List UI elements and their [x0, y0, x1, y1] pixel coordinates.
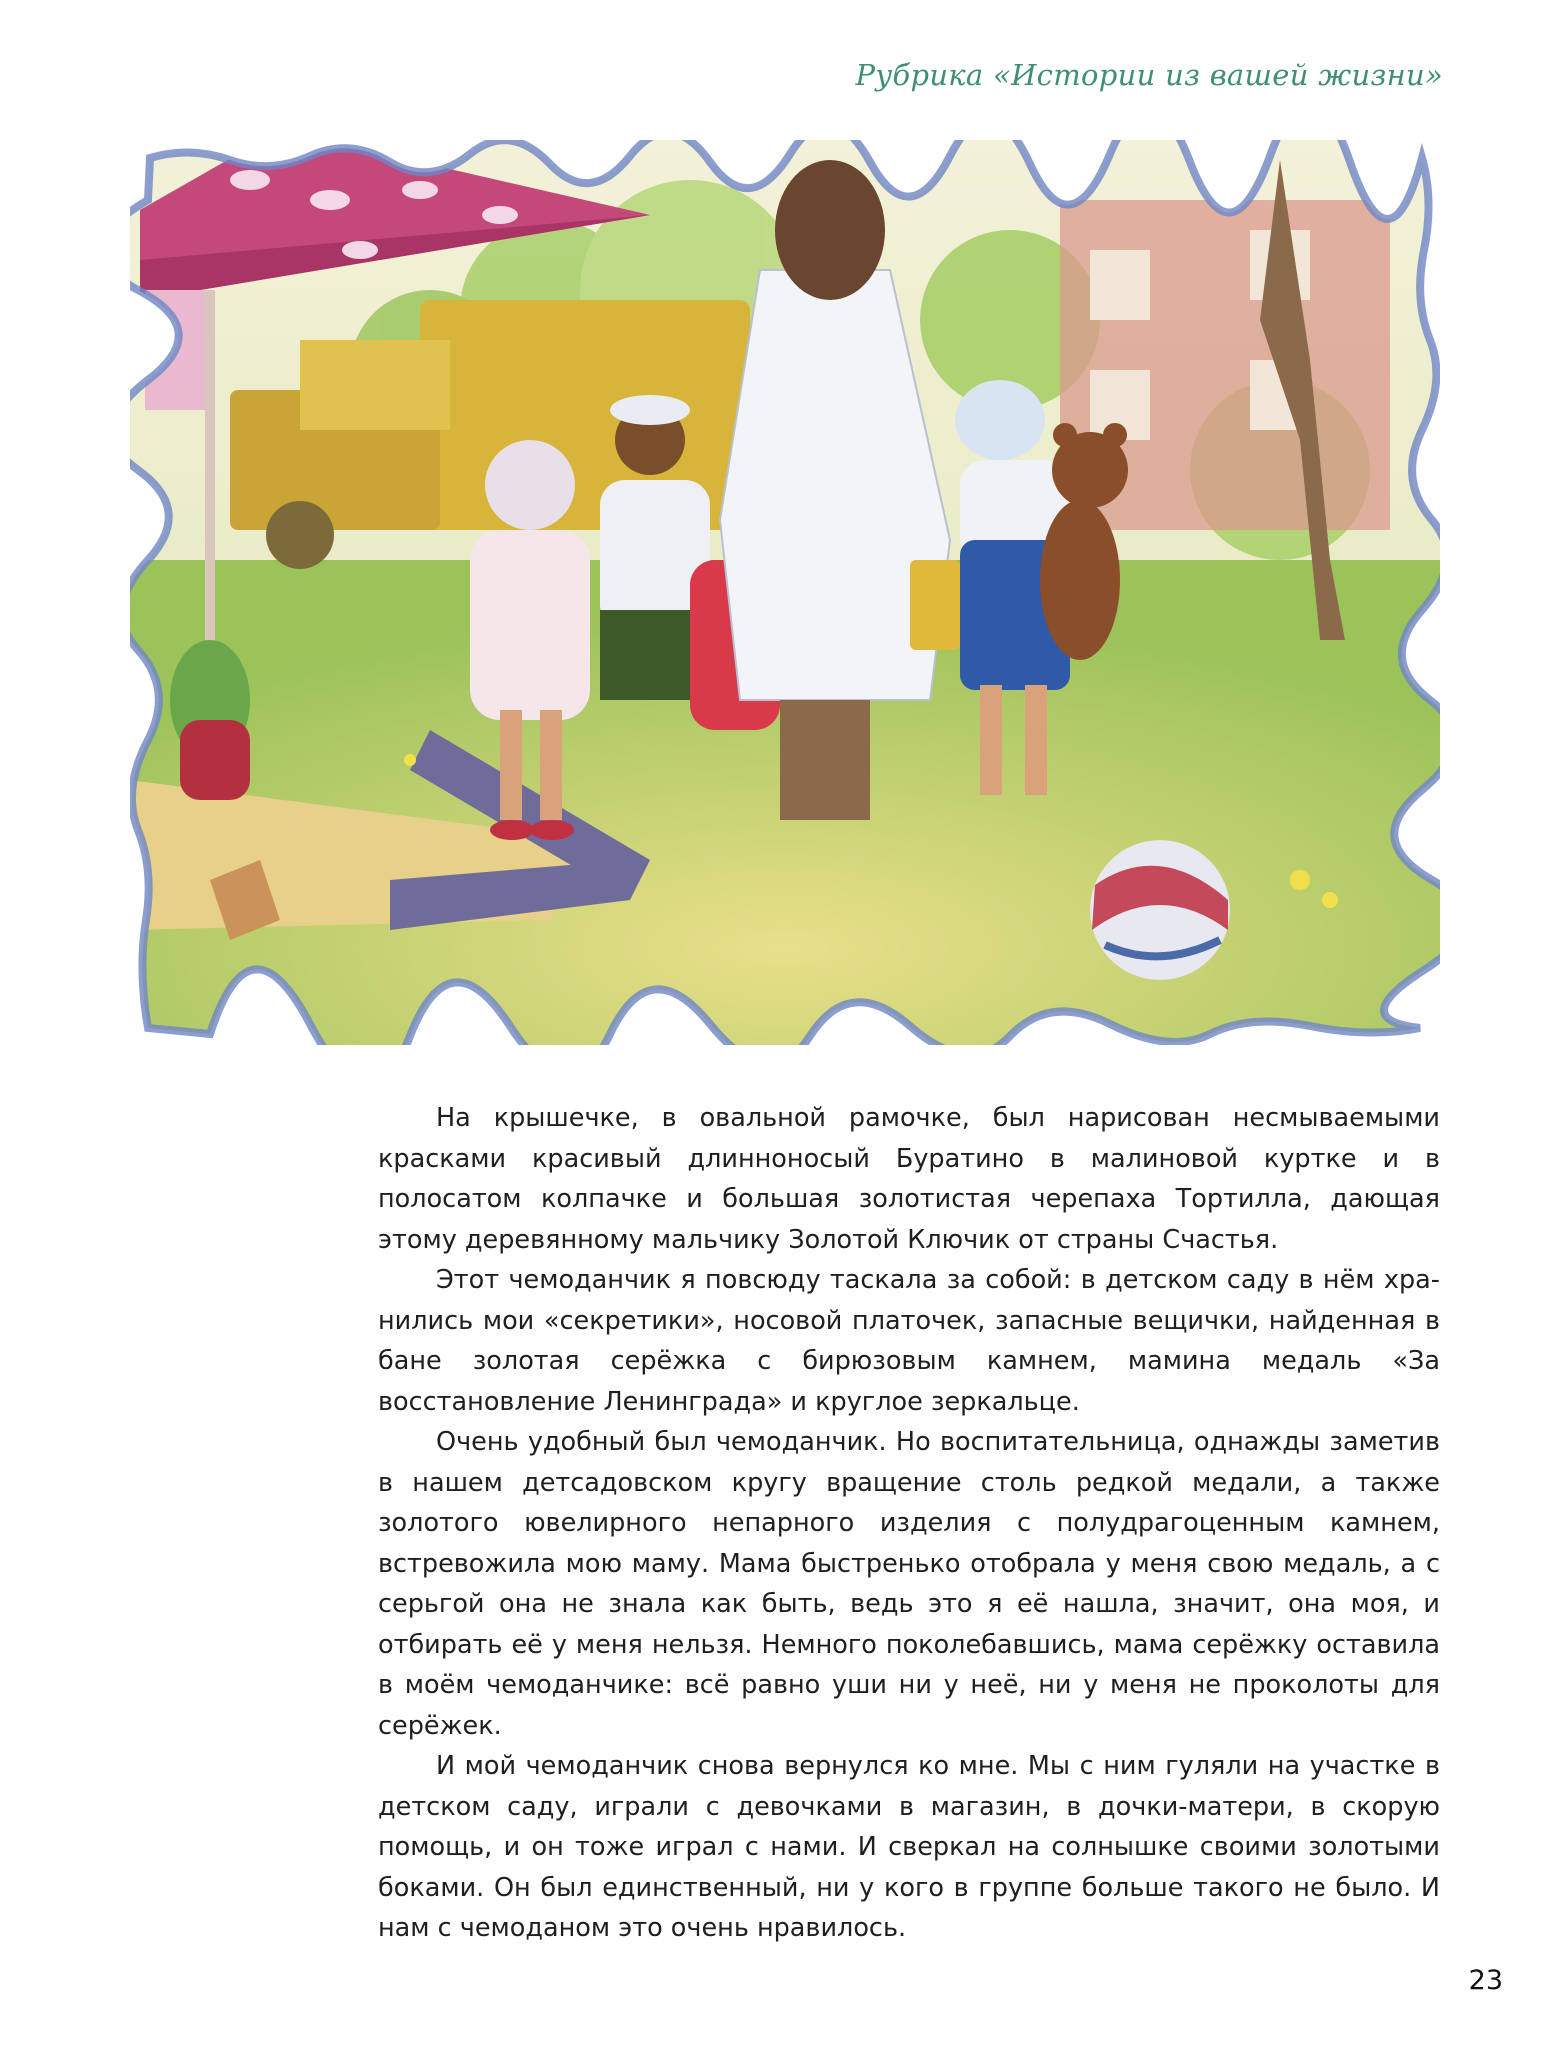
rubric-title: Рубрика «Истории из вашей жизни»: [855, 58, 1443, 92]
paragraph: Очень удобный был чемоданчик. Но воспитательница, однажды заметив в нашем детсадовском кругу вращение столь редкой медали, а также золотого ювелирного непарного изделия с полудрагоценным камнем, встревожила мою маму. Мама быстренько отобрала у меня свою медаль, а с серьгой она не знала как быть, ведь это я её нашла, значит, она моя, и отбирать её у меня нельзя. Немного поколебавшись, мама серёжку оставила в моём чемоданчике: всё равно уши ни у неё, ни у меня не проколоты для серёжек.: [378, 1427, 1440, 1741]
article-body: [378, 1098, 1440, 1949]
crocodile-toy-icon: [170, 640, 250, 800]
page-number: 23: [1468, 1965, 1503, 1996]
paragraph: И мой чемоданчик снова вернулся ко мне. Мы с ним гуляли на участке в детском саду, играли с девочками в магазин, в дочки-матери, в скорую помощь, и он тоже играл с нами. И сверкал на солнышке своими золотыми боками. Он был единственный, ни у кого в группе больше такого не было. И нам с чемоданом это очень нравилось.: [378, 1751, 1440, 1943]
watercolor-illustration: [130, 140, 1440, 1045]
paragraph: На крышечке, в овальной рамочке, был нарисован несмываемыми красками красивый длинноносый Буратино в малиновой куртке и в полосатом колпачке и большая золотистая черепаха Тортилла, дающая этому деревянному мальчику Золотой Ключик от страны Счастья.: [378, 1103, 1440, 1255]
ball-icon: [1090, 840, 1230, 980]
paragraph: Этот чемоданчик я повсюду таскала за собой: в детском саду в нём хранились мои «секретики», носовой платочек, запасные вещички, найденная в бане золотая серёжка с бирюзовым камнем, мамина медаль «За восстановление Ленинграда» и круглое зеркальце.: [378, 1265, 1440, 1417]
